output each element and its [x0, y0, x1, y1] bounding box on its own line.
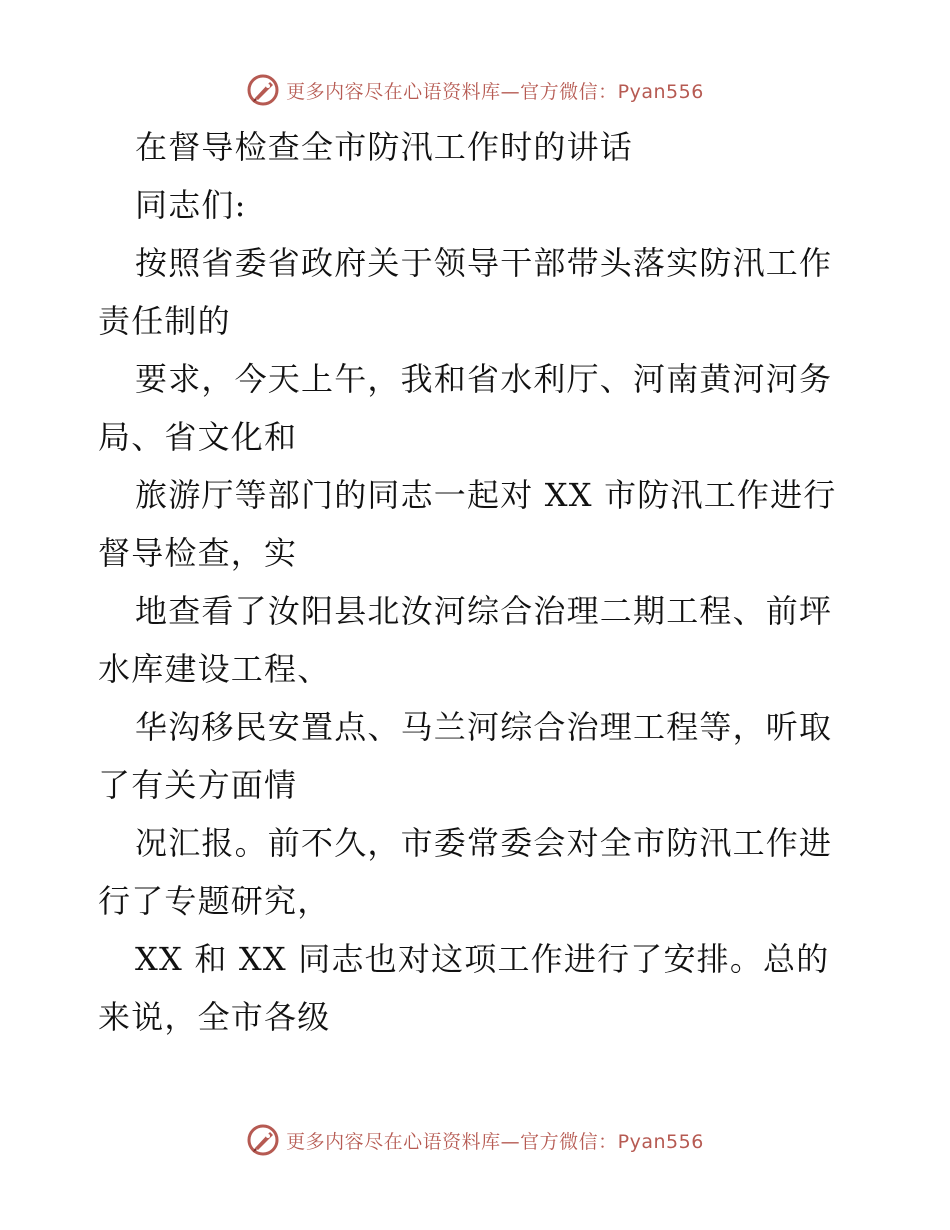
footer-banner [0, 1120, 950, 1160]
header-banner [0, 70, 950, 110]
quill-pen-logo-icon [246, 1123, 280, 1157]
paragraph-line: 旅游厅等部门的同志一起对 XX 市防汛工作进行 [135, 476, 837, 514]
paragraph-line: 按照省委省政府关于领导干部带头落实防汛工作 [135, 244, 833, 282]
paragraph-line: 责任制的 [98, 302, 231, 340]
paragraph-line: 华沟移民安置点、马兰河综合治理工程等，听取 [135, 708, 833, 746]
header-banner-text: 更多内容尽在心语资料库—官方微信：Pyan556 [286, 80, 704, 103]
paragraph-line: 了有关方面情 [98, 766, 298, 804]
quill-pen-logo-icon [246, 73, 280, 107]
paragraph-line: 局、省文化和 [98, 418, 298, 456]
paragraph-line: XX 和 XX 同志也对这项工作进行了安排。总的 [135, 940, 830, 978]
salutation: 同志们: [135, 186, 247, 224]
paragraph-line: 况汇报。前不久，市委常委会对全市防汛工作进 [135, 824, 833, 862]
paragraph-line: 要求，今天上午，我和省水利厅、河南黄河河务 [135, 360, 833, 398]
paragraph-line: 水库建设工程、 [98, 650, 331, 688]
document-body [98, 118, 858, 1046]
paragraph-line: 行了专题研究， [98, 882, 331, 920]
document-title: 在督导检查全市防汛工作时的讲话 [135, 128, 634, 166]
footer-banner-text: 更多内容尽在心语资料库—官方微信：Pyan556 [286, 1130, 704, 1153]
paragraph-line: 督导检查，实 [98, 534, 298, 572]
paragraph-line: 来说，全市各级 [98, 998, 331, 1036]
paragraph-line: 地查看了汝阳县北汝河综合治理二期工程、前坪 [135, 592, 833, 630]
